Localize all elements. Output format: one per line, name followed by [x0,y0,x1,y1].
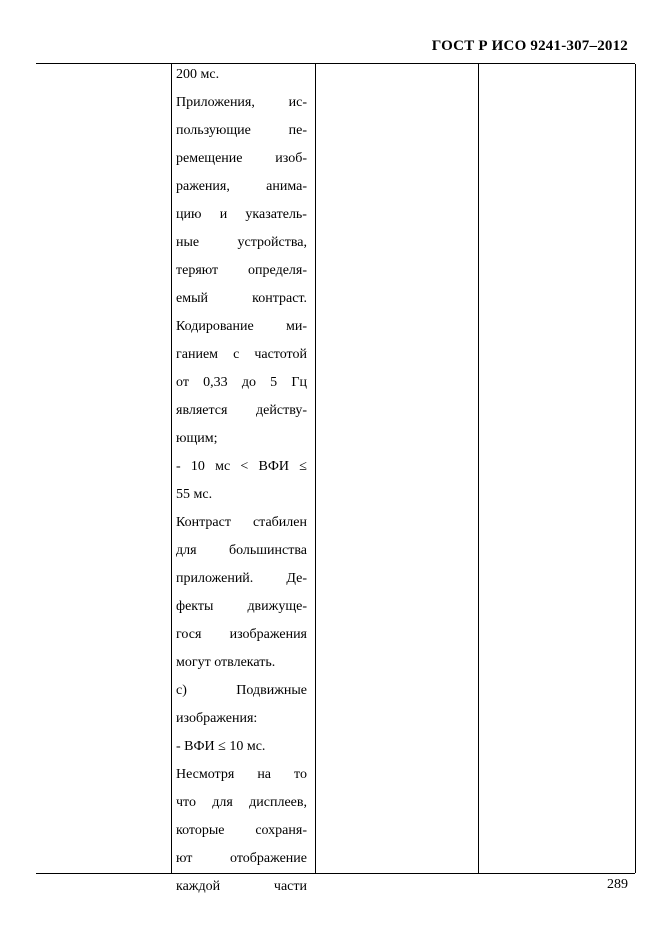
text-word: Контраст [176,515,231,530]
text-word: с [233,347,240,362]
text-line [176,148,307,176]
text-word: от [176,375,189,390]
text-word: фекты [176,599,214,614]
text-word: части [273,879,307,894]
text-line [176,792,307,820]
text-word: ют [176,851,193,866]
text-word: 10 [190,459,205,474]
text-word: мс [215,459,231,474]
text-word: для [212,795,233,810]
text-word: изображения [229,627,307,642]
text-word: ВФИ [258,459,290,474]
text-line: - ВФИ ≤ 10 мс. [176,739,266,754]
text-line [176,260,307,288]
text-word: - [176,459,181,474]
text-word: ные [176,235,200,250]
text-word: изоб- [275,151,307,166]
text-word: на [257,767,272,782]
text-word: которые [176,823,225,838]
text-word: контраст. [252,291,307,306]
text-word: большинства [228,543,307,558]
text-word: пе- [288,123,307,138]
text-word: цию [176,207,202,222]
document-header: ГОСТ Р ИСО 9241-307–2012 [431,38,628,54]
text-line: ющим; [176,431,218,446]
text-line [176,288,307,316]
text-word: анима- [266,179,307,194]
text-word: Де- [286,571,307,586]
text-line [176,820,307,848]
text-word: то [294,767,307,782]
text-word: ганием [176,347,219,362]
text-word: 5 [270,375,278,390]
page-number: 289 [607,877,628,892]
text-word: ≤ [299,459,307,474]
text-line [176,568,307,596]
text-word: до [241,375,256,390]
text-word: дисплеев, [249,795,307,810]
text-word: движуще- [247,599,307,614]
text-line: 55 мс. [176,487,213,502]
text-word: приложений. [176,571,254,586]
text-line [176,876,307,904]
text-word: ражения, [176,179,230,194]
text-word: пользующие [176,123,251,138]
text-word: емый [176,291,208,306]
table-column-2 [171,64,316,894]
table-column-4 [479,64,636,873]
text-line [176,764,307,792]
text-line [176,596,307,624]
text-word: что [176,795,196,810]
text-word: и [219,207,228,222]
text-line [176,92,307,120]
text-line: могут отвлекать. [176,655,276,670]
text-word: действу- [256,403,307,418]
text-word: 0,33 [203,375,228,390]
text-line: 200 мс. [176,67,220,82]
table-column-1 [36,64,170,873]
text-word: ми- [285,319,307,334]
text-line [176,540,307,568]
text-word: отображение [230,851,307,866]
text-word: теряют [176,263,219,278]
text-word: c) [176,683,187,698]
text-line [176,316,307,344]
text-line [176,120,307,148]
table-column-3 [316,64,479,873]
text-word: Приложения, [176,95,255,110]
text-line [176,680,307,708]
text-word: является [176,403,228,418]
text-word: < [240,459,249,474]
text-word: определя- [248,263,307,278]
text-line [176,512,307,540]
text-word: стабилен [252,515,307,530]
table-cell-text [176,64,307,904]
text-word: гося [176,627,202,642]
text-word: частотой [254,347,307,362]
text-line [176,232,307,260]
text-word: ремещение [176,151,243,166]
text-line [176,176,307,204]
text-line [176,848,307,876]
text-word: Гц [291,375,307,390]
text-word: сохраня- [255,823,307,838]
text-line [176,344,307,372]
text-line [176,400,307,428]
text-line [176,204,307,232]
text-word: устройства, [237,235,307,250]
text-word: Подвижные [236,683,307,698]
text-word: ис- [288,95,307,110]
text-word: Несмотря [176,767,235,782]
text-line [176,624,307,652]
text-line [176,456,307,484]
text-word: Кодирование [176,319,254,334]
text-line [176,372,307,400]
text-word: указатель- [245,207,307,222]
text-word: каждой [176,879,221,894]
text-word: для [176,543,197,558]
text-line: изображения: [176,711,258,726]
